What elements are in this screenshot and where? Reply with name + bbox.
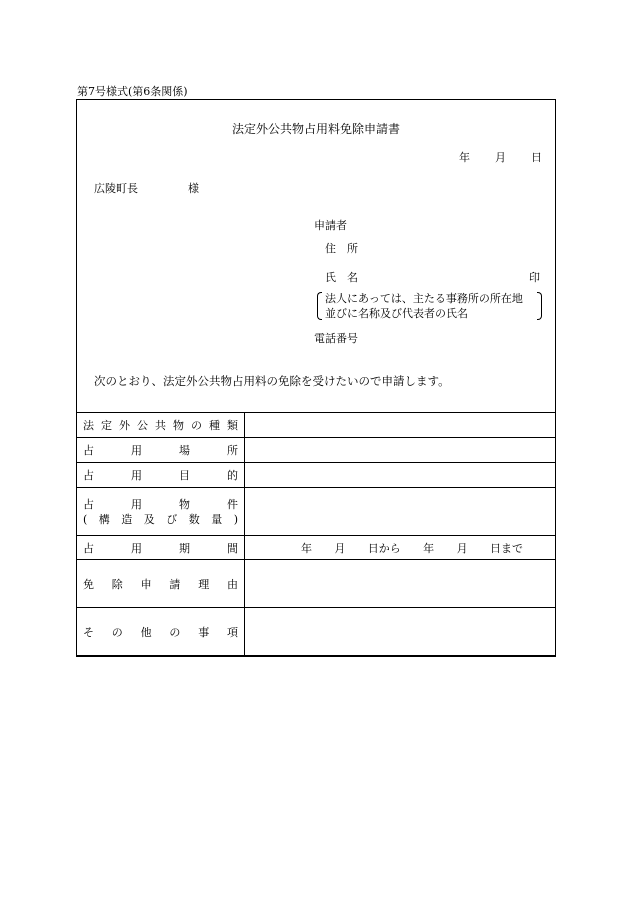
name-label: 氏 名 bbox=[325, 271, 358, 284]
value-purpose[interactable] bbox=[245, 463, 556, 488]
period-start-month: 月 bbox=[334, 541, 346, 555]
seal-mark: 印 bbox=[529, 271, 540, 284]
label-subtext: ( 構 造 及 び 数 量 ) bbox=[83, 512, 238, 526]
period-start-day: 日から bbox=[367, 541, 401, 555]
label-other bbox=[77, 608, 245, 656]
value-other[interactable] bbox=[245, 608, 556, 656]
table-row bbox=[77, 463, 556, 488]
period-end-year: 年 bbox=[423, 541, 435, 555]
label-period bbox=[77, 536, 245, 560]
addressee-honorific: 様 bbox=[188, 182, 199, 195]
date-year: 年 bbox=[459, 151, 470, 164]
table-row bbox=[77, 438, 556, 463]
date-month: 月 bbox=[495, 151, 506, 164]
table-row bbox=[77, 608, 556, 656]
value-period[interactable] bbox=[245, 536, 556, 560]
details-table bbox=[76, 412, 556, 656]
label-text: 占 用 場 所 bbox=[83, 444, 238, 457]
addressee-name: 広陵町長 bbox=[94, 182, 138, 195]
address-label: 住 所 bbox=[325, 242, 358, 255]
form-title: 法定外公共物占用料免除申請書 bbox=[231, 122, 400, 136]
date-day: 日 bbox=[531, 151, 542, 164]
value-kind[interactable] bbox=[245, 413, 556, 438]
value-reason[interactable] bbox=[245, 560, 556, 608]
label-text: 占 用 期 間 bbox=[83, 541, 238, 555]
label-reason bbox=[77, 560, 245, 608]
label-text: そ の 他 の 事 項 bbox=[83, 625, 238, 639]
label-text: 占 用 物 件 bbox=[83, 497, 238, 511]
label-place bbox=[77, 438, 245, 463]
application-form bbox=[76, 99, 556, 657]
applicant-heading: 申請者 bbox=[314, 219, 347, 232]
label-purpose bbox=[77, 463, 245, 488]
period-start-year: 年 bbox=[301, 541, 312, 555]
table-row bbox=[77, 488, 556, 536]
period-fields bbox=[245, 540, 555, 556]
right-bracket bbox=[537, 292, 542, 320]
label-text: 免 除 申 請 理 由 bbox=[83, 577, 238, 591]
corporate-note-line2: 並びに名称及び代表者の氏名 bbox=[325, 307, 468, 320]
left-bracket bbox=[317, 292, 322, 320]
phone-label: 電話番号 bbox=[314, 332, 358, 345]
form-number-label: 第7号様式(第6条関係) bbox=[77, 85, 188, 98]
table-row bbox=[77, 536, 556, 560]
period-end-month: 月 bbox=[456, 541, 468, 555]
corporate-note-line1: 法人にあっては、主たる事務所の所在地 bbox=[325, 292, 523, 305]
addressee bbox=[94, 180, 199, 196]
label-text: 法 定 外 公 共 物 の 種 類 bbox=[83, 419, 238, 432]
value-object[interactable] bbox=[245, 488, 556, 536]
table-row bbox=[77, 413, 556, 438]
application-statement: 次のとおり、法定外公共物占用料の免除を受けたいので申請します。 bbox=[94, 374, 450, 388]
label-kind bbox=[77, 413, 245, 438]
label-object bbox=[77, 488, 245, 536]
value-place[interactable] bbox=[245, 438, 556, 463]
corporate-note bbox=[317, 291, 542, 321]
period-end-day: 日まで bbox=[489, 541, 523, 555]
table-row bbox=[77, 560, 556, 608]
label-text: 占 用 目 的 bbox=[83, 469, 238, 482]
